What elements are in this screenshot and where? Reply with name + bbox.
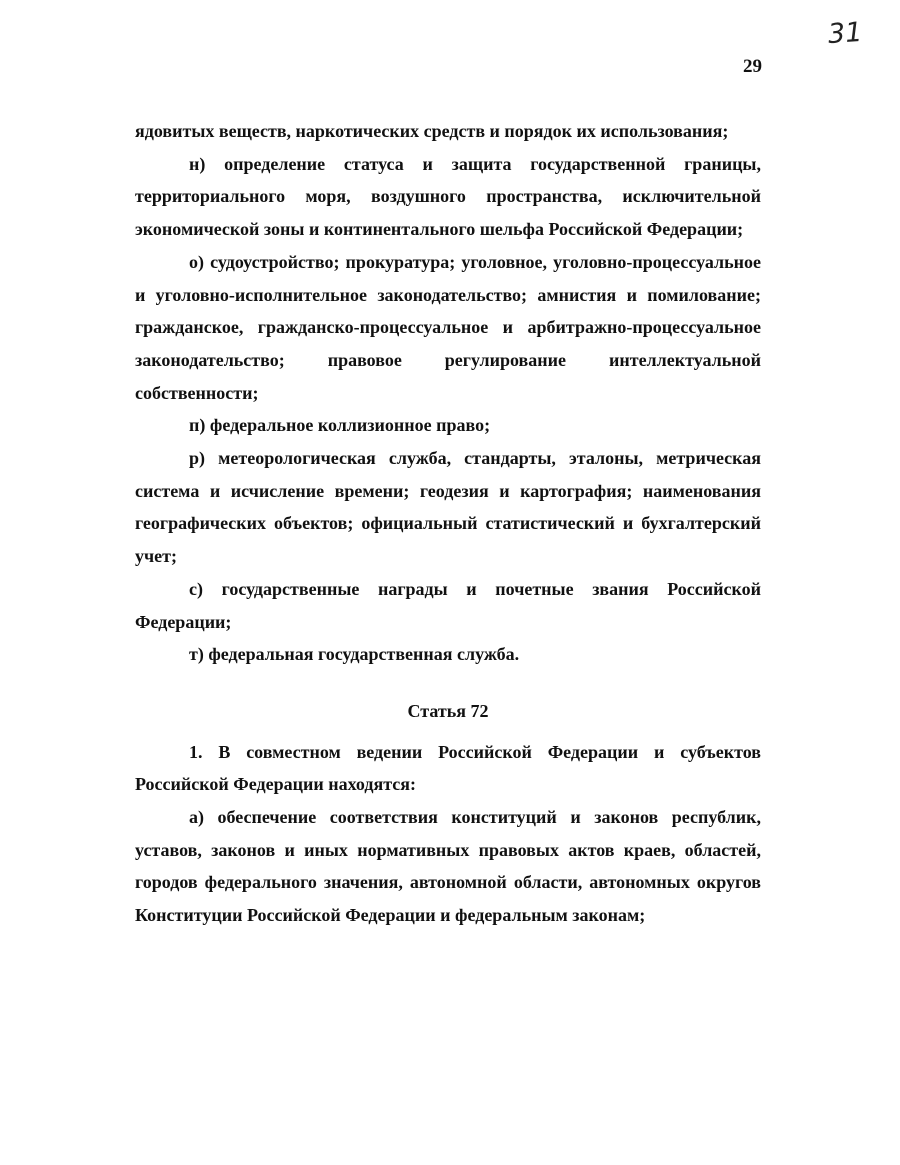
- paragraph-item-o: о) судоустройство; прокуратура; уголовное, уголовно-процессуальное и уголовно-исполнительное законодательство; амнистия и помилование; гражданское, гражданско-процессуальное и арбитражно-процессуальное законодательство; правовое регулирование интеллектуальной собственности;: [135, 251, 761, 403]
- paragraph-item-p: п) федеральное коллизионное право;: [189, 415, 491, 436]
- page-number: 29: [743, 56, 762, 77]
- handwritten-sheet-number: 31: [826, 16, 864, 51]
- paragraph-item-a: а) обеспечение соответствия конституций и законов республик, уставов, законов и иных нормативных правовых актов краев, областей, городов федерального значения, автономной области, автономных округов Конституции Российской Федерации и федеральным законам;: [135, 807, 761, 926]
- paragraph-item-s: с) государственные награды и почетные звания Российской Федерации;: [135, 578, 761, 632]
- page-body: [135, 115, 761, 932]
- article-heading: Статья 72: [407, 700, 489, 721]
- paragraph-item-t: т) федеральная государственная служба.: [189, 644, 520, 665]
- paragraph-item-r: р) метеорологическая служба, стандарты, эталоны, метрическая система и исчисление времени; геодезия и картография; наименования географических объектов; официальный статистический и бухгалтерский учет;: [135, 448, 761, 567]
- paragraph-article-clause-1: 1. В совместном ведении Российской Федерации и субъектов Российской Федерации находятся:: [135, 741, 761, 795]
- paragraph-continuation: ядовитых веществ, наркотических средств и порядок их использования;: [135, 121, 729, 141]
- paragraph-item-n: н) определение статуса и защита государственной границы, территориального моря, воздушного пространства, исключительной экономической зоны и континентального шельфа Российской Федерации;: [135, 153, 761, 240]
